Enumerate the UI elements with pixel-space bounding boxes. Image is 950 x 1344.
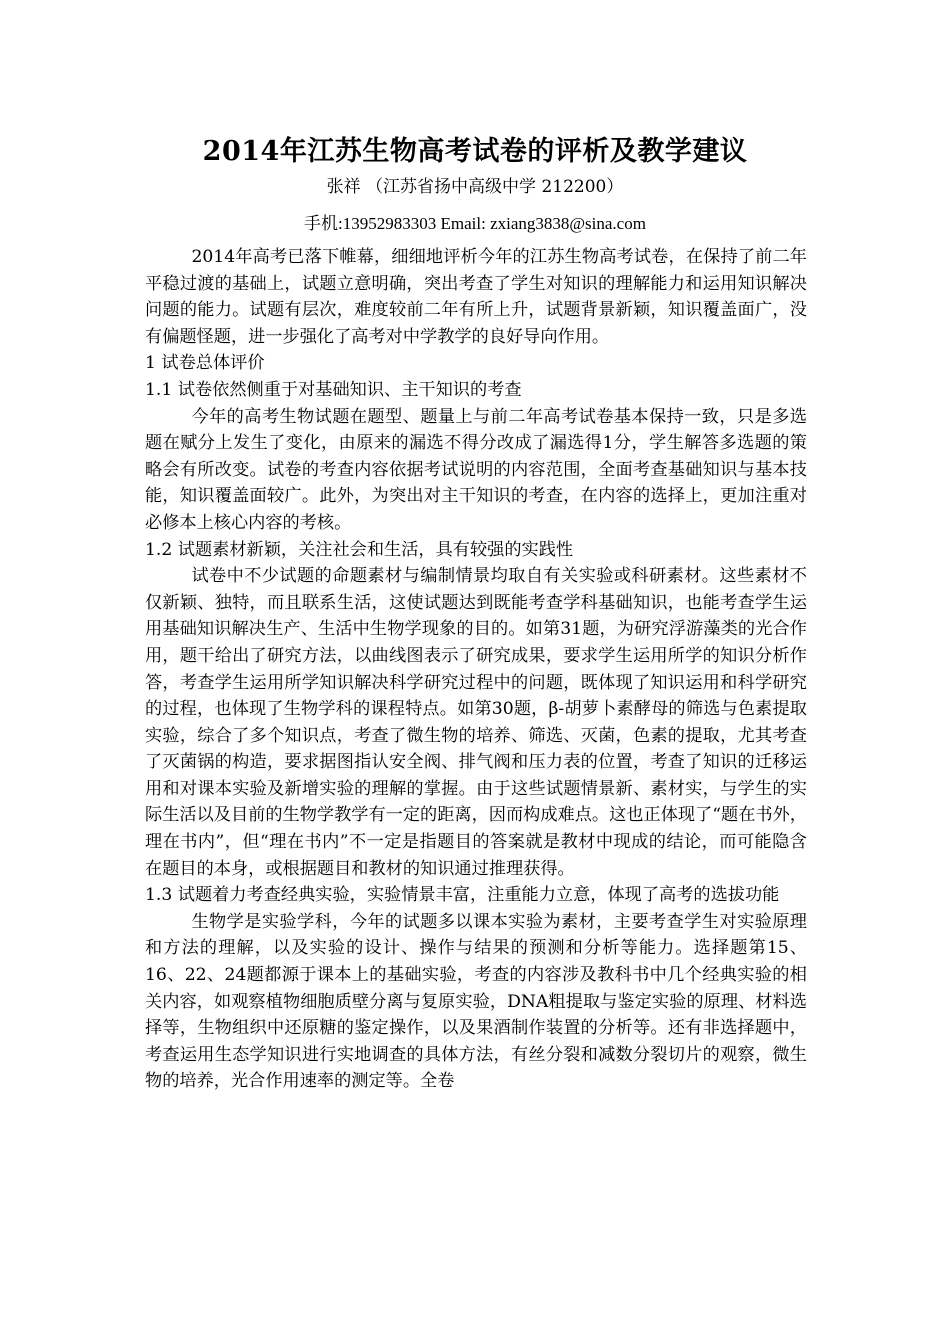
paragraph-intro: 2014年高考已落下帷幕，细细地评析今年的江苏生物高考试卷，在保持了前二年平稳过渡的基础上，试题立意明确，突出考查了学生对知识的理解能力和运用知识解决问题的能力。试题有层次，难度较前二年有所上升，试题背景新颖，知识覆盖面广，没有偏题怪题，进一步强化了高考对中学教学的良好导向作用。 [145,247,807,347]
section-heading-1: 1 试卷总体评价 [145,353,265,374]
paragraph-1-1: 今年的高考生物试题在题型、题量上与前二年高考试卷基本保持一致，只是多选题在赋分上发生了变化，由原来的漏选不得分改成了漏选得1分，学生解答多选题的策略会有所改变。试卷的考查内容依据考试说明的内容范围，全面考查基础知识与基本技能，知识覆盖面较广。此外，为突出对主干知识的考查，在内容的选择上，更加注重对必修本上核心内容的考核。 [145,406,807,533]
author-line: 张祥 （江苏省扬中高级中学 212200） [326,177,624,197]
contact-line: 手机:13952983303 Email: zxiang3838@sina.com [304,214,646,233]
subsection-heading-1-2: 1.2 试题素材新颖，关注社会和生活，具有较强的实践性 [145,539,574,560]
subsection-heading-1-3: 1.3 试题着力考查经典实验，实验情景丰富，注重能力立意，体现了高考的选拔功能 [145,885,780,906]
document-title: 2014年江苏生物高考试卷的评析及教学建议 [202,136,748,167]
document-body [145,244,807,1095]
paragraph-1-2: 试卷中不少试题的命题素材与编制情景均取自有关实验或科研素材。这些素材不仅新颖、独特，而且联系生活，这使试题达到既能考查学科基础知识，也能考查学生运用基础知识解决生产、生活中生物学现象的目的。如第31题，为研究浮游藻类的光合作用，题干给出了研究方法，以曲线图表示了研究成果，要求学生运用所学的知识分析作答，考查学生运用所学知识解决科学研究过程中的问题，既体现了知识运用和科学研究的过程，也体现了生物学科的课程特点。如第30题，β-胡萝卜素酵母的筛选与色素提取实验，综合了多个知识点，考查了微生物的培养、筛选、灭菌，色素的提取，尤其考查了灭菌锅的构造，要求据图指认安全阀、排气阀和压力表的位置，考查了知识的迁移运用和对课本实验及新增实验的理解的掌握。由于这些试题情景新、素材实，与学生的实际生活以及目前的生物学教学有一定的距离，因而构成难点。这也正体现了“题在书外，理在书内”，但“理在书内”不一定是指题目的答案就是教材中现成的结论，而可能隐含在题目的本身，或根据题目和教材的知识通过推理获得。 [145,566,807,879]
paragraph-1-3: 生物学是实验学科，今年的试题多以课本实验为素材，主要考查学生对实验原理和方法的理解，以及实验的设计、操作与结果的预测和分析等能力。选择题第15、16、22、24题都源于课本上的基础实验，考查的内容涉及教科书中几个经典实验的相关内容，如观察植物细胞质壁分离与复原实验，DNA粗提取与鉴定实验的原理、材料选择等，生物组织中还原糖的鉴定操作，以及果酒制作装置的分析等。还有非选择题中，考查运用生态学知识进行实地调查的具体方法，有丝分裂和减数分裂切片的观察，微生物的培养，光合作用速率的测定等。全卷 [145,911,807,1092]
subsection-heading-1-1: 1.1 试卷依然侧重于对基础知识、主干知识的考查 [145,379,522,400]
